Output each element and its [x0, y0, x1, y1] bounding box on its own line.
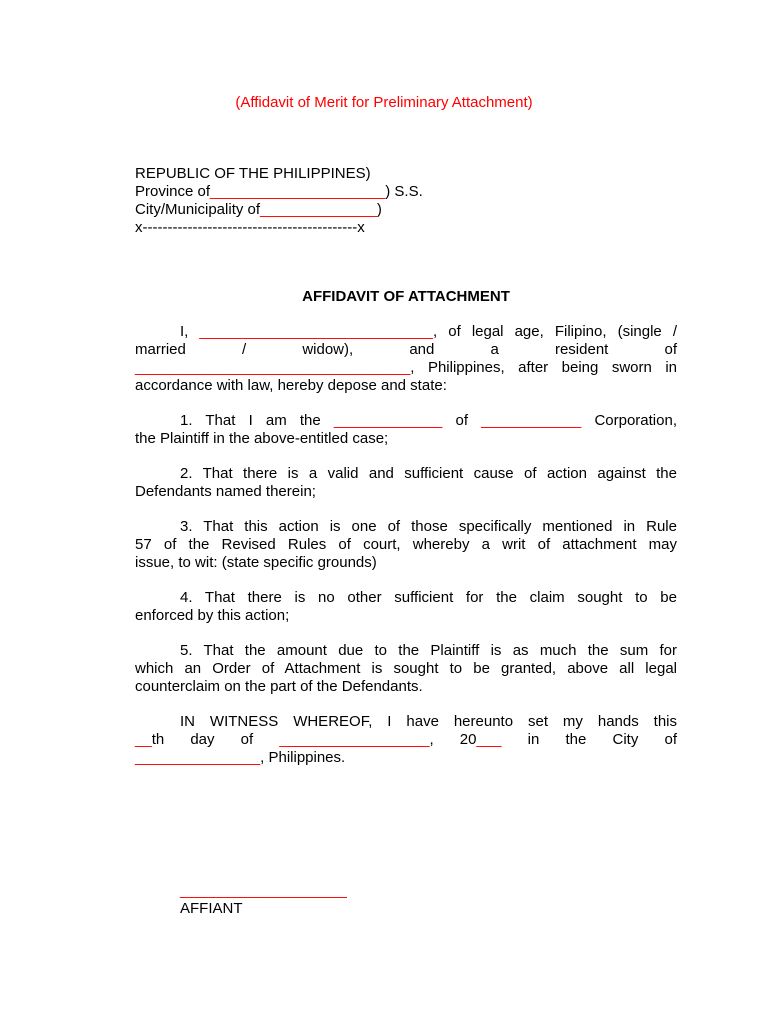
document-title: AFFIDAVIT OF ATTACHMENT [302, 288, 510, 305]
residence-blank: _________________________________ [135, 359, 411, 376]
month-blank: __________________ [279, 731, 430, 748]
city-suffix: ) [376, 201, 382, 218]
venue-province [135, 183, 555, 201]
intro-line-3: _________________________________, Philippines, after being sworn in [135, 359, 677, 376]
item-3: 3. That this action is one of those specifically mentioned in Rule 57 of the Revised Rules of court, whereby a writ of attachment may issue, to wit: (state specific grounds) [135, 518, 677, 571]
signature-line: ____________________ [180, 882, 347, 899]
city-label: City/Municipality of [135, 201, 261, 218]
witness-paragraph: IN WITNESS WHEREOF, I have hereunto set my hands this __th day of __________________, 20___ in the City of _______________, Philippines. [135, 713, 677, 766]
province-suffix: ) S.S. [385, 183, 423, 200]
province-blank: _____________________ [210, 183, 386, 200]
affidavit-body [135, 323, 677, 784]
affiant-label: AFFIANT [180, 900, 243, 917]
intro-line-4: accordance with law, hereby depose and state: [135, 377, 447, 394]
item-5: 5. That the amount due to the Plaintiff is as much the sum for which an Order of Attachment is sought to be granted, above all legal counterclaim on the part of the Defendants. [135, 642, 677, 695]
city-name-blank: _______________ [135, 749, 261, 766]
city-blank: ______________ [260, 201, 377, 218]
venue-separator: x-------------------------------------------x [135, 219, 365, 236]
item-4: 4. That there is no other sufficient for the claim sought to be enforced by this action; [135, 589, 677, 624]
signature-block [180, 882, 440, 918]
venue-city [135, 201, 555, 219]
item-1: 1. That I am the _____________ of ____________ Corporation, the Plaintiff in the above-entitled case; [135, 412, 677, 447]
intro-line-2: married / widow), and a resident of [135, 341, 677, 358]
venue-republic: REPUBLIC OF THE PHILIPPINES) [135, 165, 371, 182]
intro-line-1: I, ____________________________, of legal age, Filipino, (single / [180, 323, 677, 340]
position-blank: _____________ [333, 412, 443, 429]
day-blank: __ [135, 731, 152, 748]
intro-paragraph [135, 323, 677, 395]
corporation-blank: ____________ [481, 412, 582, 429]
province-label: Province of [135, 183, 211, 200]
document-subtitle: (Affidavit of Merit for Preliminary Attachment) [235, 94, 533, 111]
venue-block [135, 165, 555, 237]
affiant-name-blank: ____________________________ [199, 323, 434, 340]
year-blank: ___ [476, 731, 502, 748]
item-2: 2. That there is a valid and sufficient cause of action against the Defendants named therein; [135, 465, 677, 500]
